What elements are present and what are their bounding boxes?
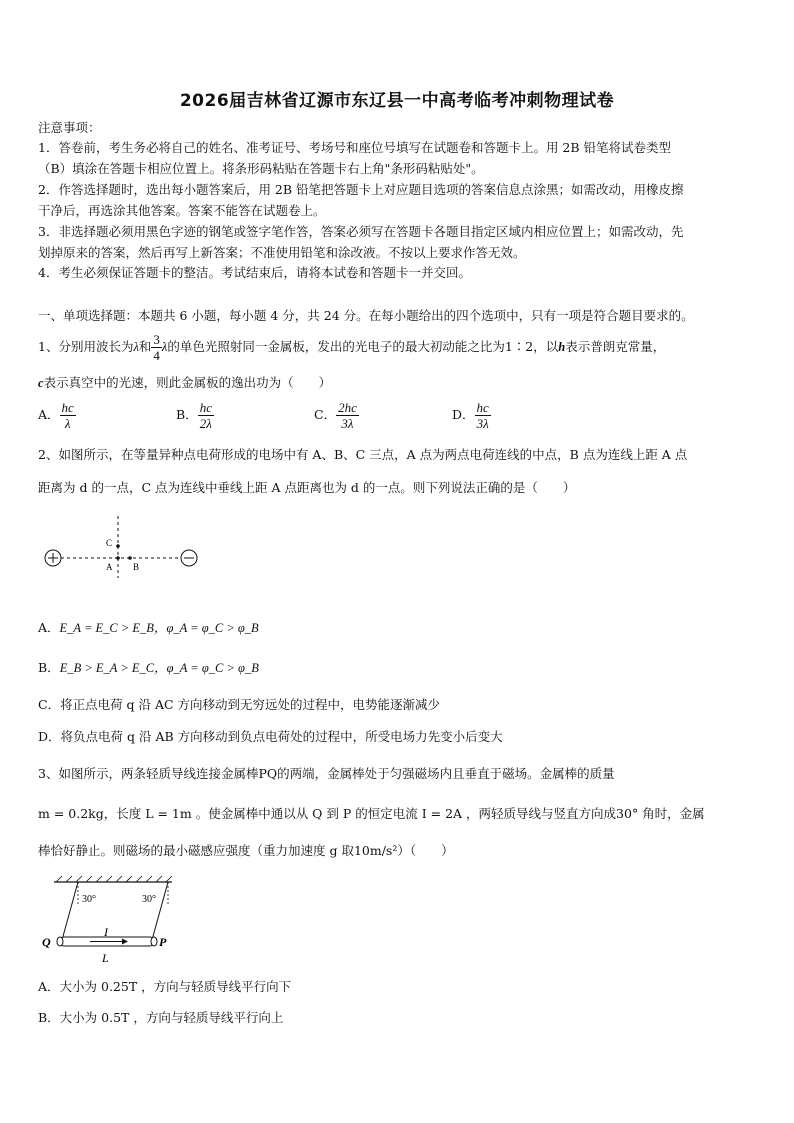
q1-option-a-den: λ	[64, 416, 71, 431]
q1-option-d-label: D．	[452, 407, 475, 422]
q1-text-d: 表示真空中的光速，则此金属板的逸出功为（ ）	[43, 375, 332, 390]
q3-stem-line-3: 棒恰好静止。则磁场的最小磁感应强度（重力加速度 g 取10m/s²）（ ）	[38, 843, 454, 858]
q2-charge-figure	[38, 512, 208, 582]
point-c-label: C	[106, 538, 113, 548]
q1-c: c	[38, 376, 44, 390]
q1-option-d[interactable]	[452, 400, 491, 431]
q2-option-a[interactable]	[38, 618, 259, 638]
q1-frac-den: 4	[153, 348, 160, 363]
q2-option-a-math: E_A = E_C > E_B，φ_A = φ_C > φ_B	[59, 621, 259, 635]
q2-option-a-label: A．	[38, 620, 60, 635]
q3-option-b[interactable]: B．大小为 0.5T ，方向与轻质导线平行向上	[38, 1010, 284, 1025]
rod-end-p	[151, 937, 157, 946]
notice-line-7: 4．考生必须保证答题卡的整洁。考试结束后，请将本试卷和答题卡一并交回。	[38, 265, 471, 280]
q1-option-c[interactable]	[314, 400, 359, 431]
q2-option-b-label: B．	[38, 660, 60, 675]
q1-option-b-den: 2λ	[199, 416, 212, 431]
q2-stem-line-2: 距离为 d 的一点，C 点为连线中垂线上距 A 点距离也为 d 的一点。则下列说法正确的是（ ）	[38, 480, 576, 495]
q1-option-c-frac	[336, 400, 359, 431]
q1-option-c-num: 2hc	[338, 400, 357, 415]
q1-option-c-label: C．	[314, 407, 337, 422]
q2-option-b-math: E_B > E_A > E_C，φ_A = φ_C > φ_B	[59, 661, 259, 675]
q2-option-d[interactable]: D．将负点电荷 q 沿 AB 方向移动到负点电荷处的过程中，所受电场力先变小后变大	[38, 729, 503, 744]
q1-fraction	[151, 332, 162, 363]
q1-lambda-2: λ	[161, 340, 168, 354]
q1-option-a-num: hc	[61, 400, 74, 415]
current-label: I	[104, 925, 108, 939]
point-c-dot	[116, 544, 120, 548]
q1-option-d-num: hc	[476, 400, 489, 415]
ceiling-hatch	[56, 876, 172, 882]
q1-option-b-num: hc	[199, 400, 212, 415]
q1-stem-line-2	[38, 373, 760, 393]
page-title: 2026届吉林省辽源市东辽县一中高考临考冲刺物理试卷	[179, 91, 615, 111]
q1-option-d-den: 3λ	[476, 416, 489, 431]
q1-and: 和	[138, 339, 152, 354]
notice-line-3: 2．作答选择题时，选出每小题答案后，用 2B 铅笔把答题卡上对应题目选项的答案信息点涂黑；如需改动，用橡皮擦	[38, 182, 684, 197]
notice-line-2: （B）填涂在答题卡相应位置上。将条形码粘贴在答题卡右上角"条形码粘贴处"。	[38, 161, 484, 176]
q3-option-a[interactable]: A．大小为 0.25T ，方向与轻质导线平行向下	[38, 979, 292, 994]
right-wire	[152, 882, 168, 940]
q3-rod-figure	[38, 874, 188, 969]
notice-line-4: 干净后，再选涂其他答案。答案不能答在试题卷上。	[38, 203, 326, 218]
point-b-dot	[128, 556, 132, 560]
rod-end-q	[57, 937, 63, 946]
notice-line-1: 1．答卷前，考生务必将自己的姓名、准考证号、考场号和座位号填写在试题卷和答题卡上。用 2B 铅笔将试卷类型	[38, 140, 672, 155]
point-b-label: B	[133, 562, 140, 572]
q1-option-a[interactable]	[38, 400, 76, 431]
q2-option-b[interactable]	[38, 658, 259, 678]
notice-line-6: 划掉原来的答案，然后再写上新答案；不准使用铅笔和涂改液。不按以上要求作答无效。	[38, 245, 526, 260]
q1-option-c-den: 3λ	[341, 416, 354, 431]
length-label: L	[102, 951, 109, 965]
q1-text-b: 的单色光照射同一金属板，发出的光电子的最大初动能之比为1∶2，以	[167, 339, 559, 354]
q1-stem-line-1	[38, 330, 760, 364]
q1-option-a-frac	[60, 400, 76, 431]
q2-stem-line-1: 2、如图所示，在等量异种点电荷形成的电场中有 A、B、C 三点，A 点为两点电荷连线的中点，B 点为连线上距 A 点	[38, 447, 688, 462]
q3-stem-line-2: m = 0.2kg，长度 L = 1m 。使金属棒中通以从 Q 到 P 的恒定电流 I = 2A ，两轻质导线与竖直方向成30° 角时，金属	[38, 806, 705, 821]
section-heading: 一、单项选择题：本题共 6 小题，每小题 4 分，共 24 分。在每小题给出的四个选项中，只有一项是符合题目要求的。	[38, 308, 694, 323]
left-wire	[62, 882, 78, 940]
q1-option-b[interactable]	[176, 400, 214, 431]
q1-option-b-frac	[198, 400, 214, 431]
q3-stem-line-1: 3、如图所示，两条轻质导线连接金属棒PQ的两端，金属棒处于匀强磁场内且垂直于磁场。金属棒的质量	[38, 766, 615, 781]
notice-heading: 注意事项：	[38, 120, 101, 135]
q1-h: h	[558, 340, 566, 354]
q1-text-c: 表示普朗克常量，	[565, 339, 666, 354]
q2-option-c[interactable]: C．将正点电荷 q 沿 AC 方向移动到无穷远处的过程中，电势能逐渐减少	[38, 697, 441, 712]
q1-option-b-label: B．	[176, 407, 198, 422]
point-a-label: A	[106, 562, 113, 572]
point-a-dot	[116, 556, 120, 560]
end-p-label: P	[159, 935, 167, 949]
notice-line-5: 3．非选择题必须用黑色字迹的钢笔或签字笔作答，答案必须写在答题卡各题目指定区域内相应位置上；如需改动，先	[38, 224, 684, 239]
q1-option-a-label: A．	[38, 407, 60, 422]
q1-option-d-frac	[475, 400, 491, 431]
left-angle-label: 30°	[82, 894, 96, 905]
end-q-label: Q	[42, 935, 51, 949]
q1-frac-num: 3	[153, 332, 160, 347]
right-angle-label: 30°	[142, 894, 156, 905]
q1-lambda-1: λ	[133, 340, 139, 354]
q1-text-a: 1、分别用波长为	[38, 339, 134, 354]
